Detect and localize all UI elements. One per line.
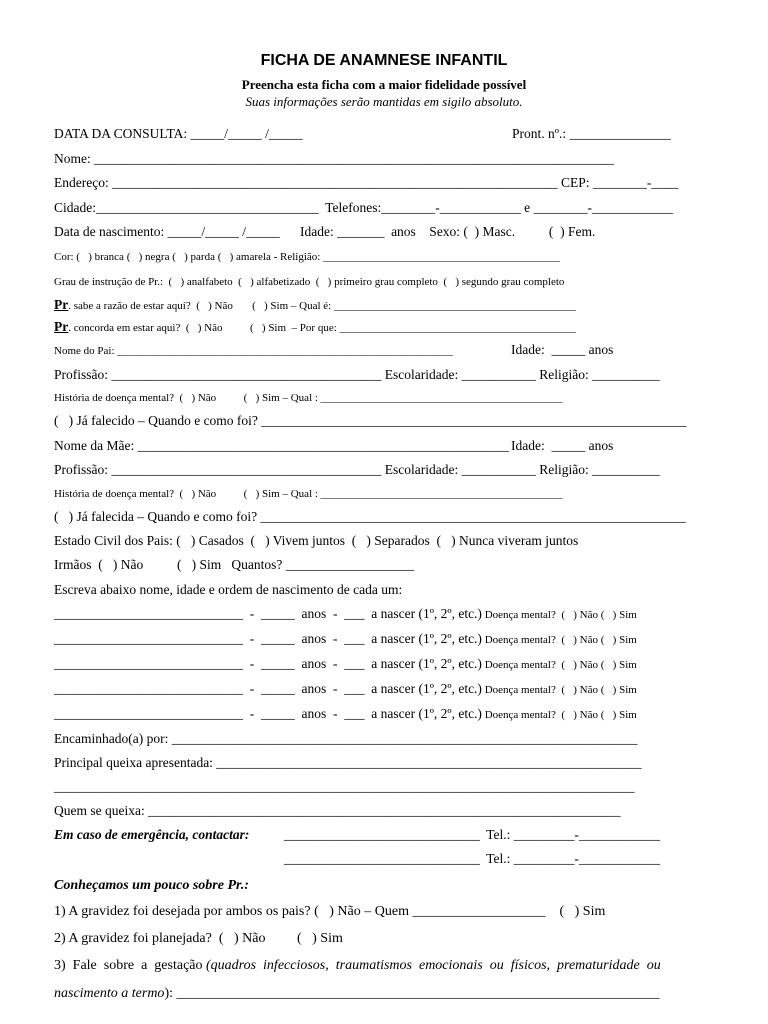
emergency-contact-1[interactable]: _____________________________ Tel.: _________-____________ [284, 827, 661, 842]
knows-reason-text: . sabe a razão de estar aqui? ( ) Não ( ) Sim – Qual é: ____________________________________________ [68, 300, 576, 312]
sibling-row[interactable] [54, 656, 637, 673]
complainant-field[interactable]: Quem se queixa: ______________________________________________________________________ [54, 803, 621, 818]
question-3[interactable] [54, 958, 661, 974]
pr-abbrev: Pr [54, 319, 69, 334]
emergency-contact-label: Em caso de emergência, contactar: [54, 827, 250, 842]
sibling-line: ____________________________ - _____ anos - ___ a nascer (1º, 2º, etc.) [54, 606, 482, 621]
question-1[interactable]: 1) A gravidez foi desejada por ambos os pais? ( ) Não – Quem ___________________ ( ) Sim [54, 904, 606, 919]
question-3-lead: 3) Fale sobre a gestação [54, 958, 206, 973]
father-mental-history-field[interactable]: História de doença mental? ( ) Não ( ) Sim – Qual : ____________________________________________ [54, 392, 563, 404]
question-2[interactable]: 2) A gravidez foi planejada? ( ) Não ( ) Sim [54, 931, 343, 946]
form-subtitle: Preencha esta ficha com a maior fidelidade possível [241, 77, 527, 92]
record-number-field[interactable]: Pront. nº.: _______________ [512, 126, 671, 141]
father-profession-field[interactable]: Profissão: ________________________________________ Escolaridade: ___________ Religião: __________ [54, 367, 660, 382]
mother-age-field[interactable]: Idade: _____ anos [511, 438, 614, 453]
sibling-line: ____________________________ - _____ anos - ___ a nascer (1º, 2º, etc.) [54, 631, 482, 646]
sibling-row[interactable] [54, 706, 637, 723]
mother-deceased-field[interactable]: ( ) Já falecida – Quando e como foi? _______________________________________________________________ [54, 509, 686, 524]
question-3-continuation[interactable] [54, 986, 660, 1002]
siblings-instruction: Escreva abaixo nome, idade e ordem de nascimento de cada um: [54, 582, 403, 597]
father-name-field[interactable]: Nome do Pai: _____________________________________________________________ [54, 345, 453, 357]
referred-by-field[interactable]: Encaminhado(a) por: _____________________________________________________________________ [54, 731, 638, 746]
sibling-line: ____________________________ - _____ anos - ___ a nascer (1º, 2º, etc.) [54, 656, 482, 671]
question-3-hint-end: nascimento a termo [54, 986, 165, 1001]
education-level-field[interactable]: Grau de instrução de Pr.: ( ) analfabeto ( ) alfabetizado ( ) primeiro grau completo ( ) segundo grau completo [54, 276, 565, 288]
sibling-row[interactable] [54, 631, 637, 648]
mother-name-field[interactable]: Nome da Mãe: _______________________________________________________ [54, 438, 509, 453]
section-heading: Conheçamos um pouco sobre Pr.: [54, 878, 249, 893]
sibling-mental-illness: Doença mental? ( ) Não ( ) Sim [481, 634, 637, 646]
form-title: FICHA DE ANAMNESE INFANTIL [260, 52, 508, 69]
sibling-line: ____________________________ - _____ anos - ___ a nascer (1º, 2º, etc.) [54, 681, 482, 696]
confidentiality-note: Suas informações serão mantidas em sigilo absoluto. [245, 94, 523, 109]
consultation-date-field[interactable]: DATA DA CONSULTA: _____/_____ /_____ [54, 126, 303, 141]
name-field[interactable]: Nome: _____________________________________________________________________________ [54, 151, 614, 166]
main-complaint-field[interactable]: Principal queixa apresentada: _______________________________________________________________ [54, 755, 642, 770]
father-deceased-field[interactable]: ( ) Já falecido – Quando e como foi? _______________________________________________________________ [54, 413, 687, 428]
color-religion-field[interactable]: Cor: ( ) branca ( ) negra ( ) parda ( ) amarela - Religião: ___________________________________________ [54, 251, 560, 263]
father-age-field[interactable]: Idade: _____ anos [511, 342, 614, 357]
sibling-mental-illness: Doença mental? ( ) Não ( ) Sim [481, 684, 637, 696]
sibling-mental-illness: Doença mental? ( ) Não ( ) Sim [481, 609, 637, 621]
city-phone-field[interactable]: Cidade:_________________________________ Telefones:________-____________ e ________-____________ [54, 200, 674, 215]
emergency-contact-2[interactable]: _____________________________ Tel.: _________-____________ [284, 851, 661, 866]
question-3-hint: (quadros infecciosos, traumatismos emocionais ou físicos, prematuridade ou [206, 958, 661, 973]
mother-mental-history-field[interactable]: História de doença mental? ( ) Não ( ) Sim – Qual : ____________________________________________ [54, 488, 563, 500]
agrees-text: . concorda em estar aqui? ( ) Não ( ) Sim – Por que: ___________________________________________ [68, 322, 577, 334]
birth-age-sex-field[interactable]: Data de nascimento: _____/_____ /_____ Idade: _______ anos Sexo: ( ) Masc. ( ) Fem. [54, 224, 596, 239]
sibling-mental-illness: Doença mental? ( ) Não ( ) Sim [481, 709, 637, 721]
parents-marital-status-field[interactable]: Estado Civil dos Pais: ( ) Casados ( ) Vivem juntos ( ) Separados ( ) Nunca viveram juntos [54, 533, 579, 548]
pr-abbrev: Pr [54, 297, 69, 312]
mother-profession-field[interactable]: Profissão: ________________________________________ Escolaridade: ___________ Religião: __________ [54, 462, 660, 477]
address-field[interactable]: Endereço: __________________________________________________________________ CEP: ________-____ [54, 175, 679, 190]
sibling-row[interactable] [54, 681, 637, 698]
sibling-line: ____________________________ - _____ anos - ___ a nascer (1º, 2º, etc.) [54, 706, 482, 721]
sibling-row[interactable] [54, 606, 637, 623]
knows-reason-field[interactable] [54, 297, 576, 314]
question-3-answer-line: ): _____________________________________________________________________ [164, 986, 660, 1001]
agrees-field[interactable] [54, 319, 576, 336]
siblings-field[interactable]: Irmãos ( ) Não ( ) Sim Quantos? ___________________ [54, 557, 414, 572]
main-complaint-extra-line[interactable]: ______________________________________________________________________________________ [54, 779, 635, 794]
sibling-mental-illness: Doença mental? ( ) Não ( ) Sim [481, 659, 637, 671]
